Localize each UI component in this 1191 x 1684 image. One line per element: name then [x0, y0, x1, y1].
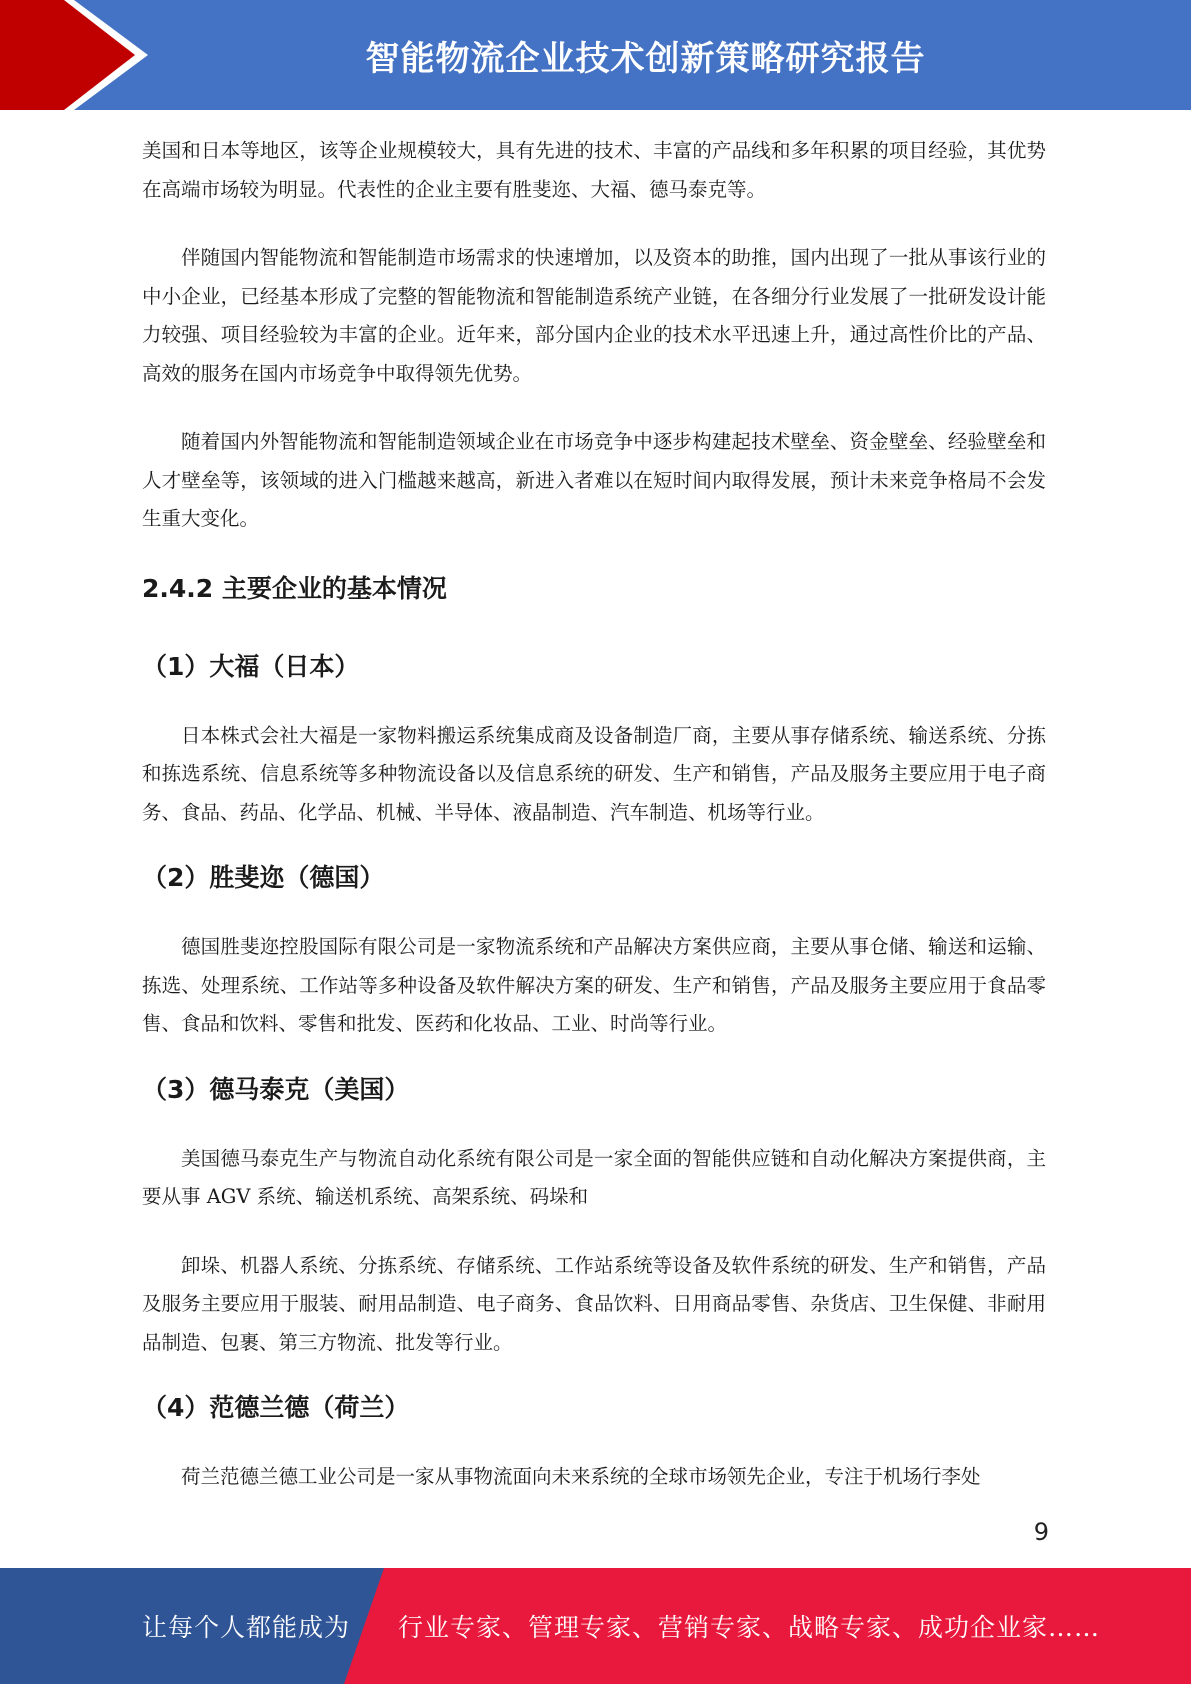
- paragraph-domestic-market: 伴随国内智能物流和智能制造市场需求的快速增加，以及资本的助推，国内出现了一批从事该行业的中小企业，已经基本形成了完整的智能物流和智能制造系统产业链，在各细分行业发展了一批研发设计能力较强、项目经验较为丰富的企业。近年来，部分国内企业的技术水平迅速上升，通过高性价比的产品、高效的服务在国内市场竞争中取得领先优势。: [142, 246, 1046, 385]
- company-heading-vanderlande: （4）范德兰德（荷兰）: [142, 1393, 410, 1422]
- footer-slogan-left: 让每个人都能成为: [142, 1613, 351, 1642]
- paragraph-intro: 美国和日本等地区，该等企业规模较大，具有先进的技术、丰富的产品线和多年积累的项目经验，其优势在高端市场较为明显。代表性的企业主要有胜斐迩、大福、德马泰克等。: [142, 139, 1046, 201]
- company-heading-daifuku: （1）大福（日本）: [142, 651, 360, 681]
- page-number: 9: [1033, 1518, 1049, 1546]
- company-text-dematic: 美国德马泰克生产与物流自动化系统有限公司是一家全面的智能供应链和自动化解决方案提供商，主要从事 AGV 系统、输送机系统、高架系统、码垛和: [142, 1146, 1046, 1208]
- header-title: 智能物流企业技术创新策略研究报告: [365, 38, 926, 79]
- company-text-daifuku: 日本株式会社大福是一家物料搬运系统集成商及设备制造厂商，主要从事存储系统、输送系统、分拣和拣选系统、信息系统等多种物流设备以及信息系统的研发、生产和销售，产品及服务主要应用于电子商务、食品、药品、化学品、机械、半导体、液晶制造、汽车制造、机场等行业。: [142, 723, 1046, 824]
- footer-slogan-right: 行业专家、管理专家、营销专家、战略专家、成功企业家……: [398, 1613, 1101, 1642]
- section-heading: 2.4.2 主要企业的基本情况: [142, 573, 447, 603]
- company-text-vanderlande: 荷兰范德兰德工业公司是一家从事物流面向未来系统的全球市场领先企业，专注于机场行李处: [181, 1465, 981, 1488]
- page-header: [0, 0, 1191, 110]
- company-text-ssi-schaefer: 德国胜斐迩控股国际有限公司是一家物流系统和产品解决方案供应商，主要从事仓储、输送和运输、拣选、处理系统、工作站等多种设备及软件解决方案的研发、生产和销售，产品及服务主要应用于食品零售、食品和饮料、零售和批发、医药和化妆品、工业、时尚等行业。: [142, 935, 1046, 1035]
- paragraph-barriers: 随着国内外智能物流和智能制造领域企业在市场竞争中逐步构建起技术壁垒、资金壁垒、经验壁垒和人才壁垒等，该领域的进入门槛越来越高，新进入者难以在短时间内取得发展，预计未来竞争格局不会发生重大变化。: [142, 430, 1046, 530]
- company-text-dematic-continued: 卸垛、机器人系统、分拣系统、存储系统、工作站系统等设备及软件系统的研发、生产和销售，产品及服务主要应用于服装、耐用品制造、电子商务、食品饮料、日用商品零售、杂货店、卫生保健、非耐用品制造、包裹、第三方物流、批发等行业。: [142, 1253, 1046, 1354]
- company-heading-dematic: （3）德马泰克（美国）: [142, 1074, 410, 1104]
- company-heading-ssi-schaefer: （2）胜斐迩（德国）: [142, 863, 385, 892]
- page-body: [142, 132, 1046, 1497]
- page-footer: [0, 1568, 1191, 1684]
